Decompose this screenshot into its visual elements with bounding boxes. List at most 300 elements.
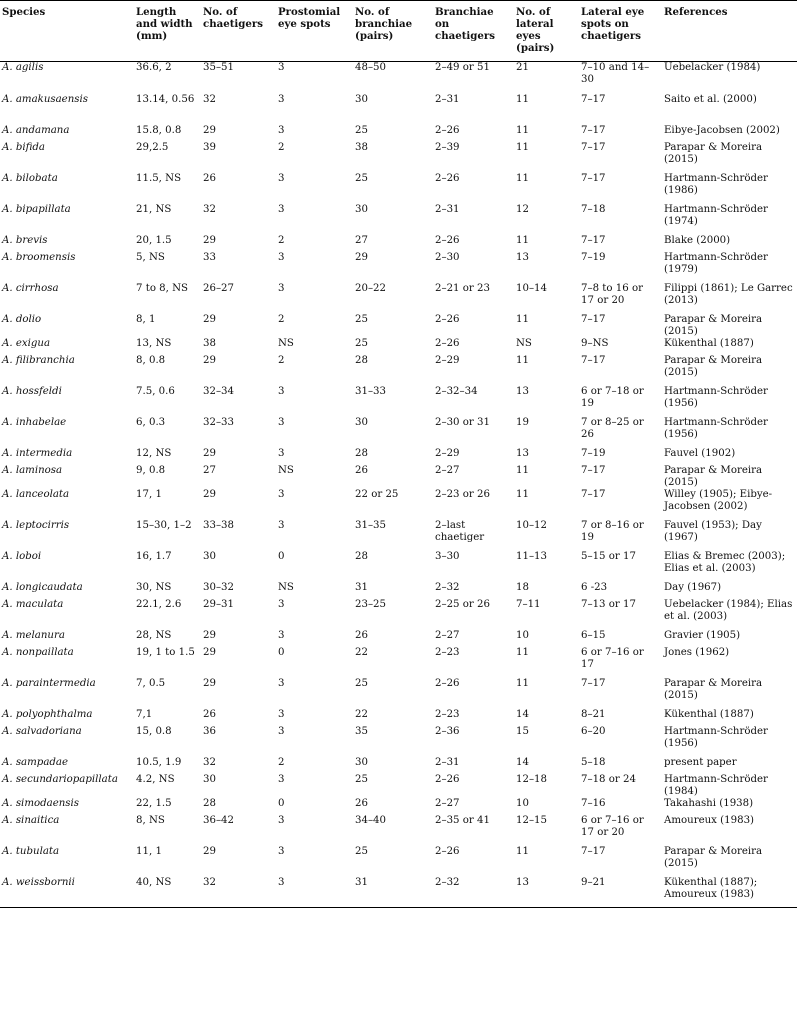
cell-species-name: A. intermedia (2, 447, 73, 459)
cell-references: Parapar & Moreira (2015) (664, 677, 763, 701)
cell-branchiae-on-chaetigers: 2–23 (435, 646, 460, 658)
cell-prostomial-eye-spots: NS (278, 581, 294, 593)
cell-references: Hartmann-Schröder (1974) (664, 203, 768, 227)
cell-references: Uebelacker (1984) (664, 62, 761, 73)
cell-lateral-eye-spots: 9–21 (581, 876, 606, 888)
header-lateral-eyes: No. of lateral eyes (pairs) (516, 6, 555, 54)
cell-branchiae-pairs: 22 (355, 646, 368, 658)
cell-branchiae-on-chaetigers: 2–26 (435, 337, 460, 349)
cell-references: Parapar & Moreira (2015) (664, 141, 763, 165)
cell-lateral-eyes: 15 (516, 725, 529, 737)
cell-lateral-eyes: 18 (516, 581, 529, 593)
cell-length-width: 13.14, 0.56 (136, 93, 195, 105)
table-row (0, 489, 797, 520)
cell-length-width: 12, NS (136, 447, 172, 459)
cell-lateral-eye-spots: 7–19 (581, 251, 606, 263)
cell-lateral-eye-spots: 7–17 (581, 354, 606, 366)
table-row (0, 142, 797, 173)
cell-species-name: A. sinaitica (2, 814, 60, 826)
cell-chaetiger-count: 27 (203, 464, 216, 476)
cell-branchiae-pairs: 26 (355, 797, 368, 809)
cell-branchiae-pairs: 48–50 (355, 62, 387, 73)
cell-lateral-eyes: 12–15 (516, 814, 548, 826)
cell-chaetiger-count: 38 (203, 337, 216, 349)
cell-species-name: A. maculata (2, 598, 64, 610)
header-length-width: Length and width (mm) (136, 6, 193, 42)
cell-lateral-eyes: 13 (516, 447, 529, 459)
cell-branchiae-on-chaetigers: 2–39 (435, 141, 460, 153)
cell-length-width: 11, 1 (136, 845, 162, 857)
cell-chaetiger-count: 30 (203, 773, 216, 785)
cell-chaetiger-count: 30–32 (203, 581, 235, 593)
cell-prostomial-eye-spots: 3 (278, 251, 285, 263)
cell-species-name: A. broomensis (2, 251, 76, 263)
cell-length-width: 7,1 (136, 708, 153, 720)
cell-lateral-eye-spots: 6–15 (581, 629, 606, 641)
cell-chaetiger-count: 29 (203, 677, 216, 689)
cell-references: Fauvel (1953); Day (1967) (664, 519, 762, 543)
cell-branchiae-on-chaetigers: 2–49 or 51 (435, 62, 490, 73)
table-row (0, 726, 797, 757)
cell-references: Hartmann-Schröder (1956) (664, 725, 768, 749)
cell-branchiae-pairs: 26 (355, 464, 368, 476)
cell-lateral-eyes: 11 (516, 845, 529, 857)
cell-lateral-eye-spots: 7–17 (581, 234, 606, 246)
cell-branchiae-on-chaetigers: 2–26 (435, 845, 460, 857)
cell-branchiae-on-chaetigers: 2–31 (435, 93, 460, 105)
cell-length-width: 13, NS (136, 337, 172, 349)
cell-prostomial-eye-spots: 3 (278, 629, 285, 641)
cell-lateral-eye-spots: 6 or 7–16 or 17 or 20 (581, 814, 644, 838)
cell-prostomial-eye-spots: 3 (278, 447, 285, 459)
cell-length-width: 15, 0.8 (136, 725, 172, 737)
cell-species-name: A. cirrhosa (2, 282, 59, 294)
cell-references: present paper (664, 756, 737, 768)
table-row (0, 355, 797, 386)
cell-length-width: 30, NS (136, 581, 172, 593)
cell-length-width: 15–30, 1–2 (136, 519, 192, 531)
cell-prostomial-eye-spots: 2 (278, 313, 285, 325)
cell-lateral-eyes: 14 (516, 708, 529, 720)
cell-length-width: 15.8, 0.8 (136, 124, 182, 136)
cell-references: Hartmann-Schröder (1956) (664, 416, 768, 440)
cell-branchiae-on-chaetigers: 2–27 (435, 629, 460, 641)
cell-prostomial-eye-spots: 3 (278, 93, 285, 105)
cell-lateral-eyes: 10–14 (516, 282, 548, 294)
cell-branchiae-on-chaetigers: 2–27 (435, 797, 460, 809)
cell-species-name: A. leptocirris (2, 519, 70, 531)
cell-lateral-eye-spots: 5–18 (581, 756, 606, 768)
table-row (0, 338, 797, 355)
cell-branchiae-pairs: 25 (355, 773, 368, 785)
cell-branchiae-on-chaetigers: 2–26 (435, 234, 460, 246)
table-row (0, 448, 797, 465)
cell-species-name: A. brevis (2, 234, 48, 246)
table-row (0, 798, 797, 815)
cell-species-name: A. loboi (2, 550, 42, 562)
cell-chaetiger-count: 32 (203, 203, 216, 215)
cell-branchiae-pairs: 31 (355, 581, 368, 593)
cell-branchiae-pairs: 31–33 (355, 385, 387, 397)
cell-species-name: A. hossfeldi (2, 385, 62, 397)
cell-length-width: 7.5, 0.6 (136, 385, 175, 397)
cell-lateral-eyes: 11 (516, 172, 529, 184)
table-row (0, 252, 797, 283)
cell-prostomial-eye-spots: 3 (278, 708, 285, 720)
cell-prostomial-eye-spots: 3 (278, 598, 285, 610)
cell-lateral-eyes: 7–11 (516, 598, 541, 610)
cell-branchiae-pairs: 20–22 (355, 282, 387, 294)
cell-prostomial-eye-spots: 2 (278, 756, 285, 768)
table-header (0, 1, 797, 62)
cell-references: Willey (1905); Eibye-Jacobsen (2002) (664, 488, 773, 512)
cell-length-width: 5, NS (136, 251, 165, 263)
cell-lateral-eye-spots: 5–15 or 17 (581, 550, 636, 562)
cell-prostomial-eye-spots: 3 (278, 172, 285, 184)
cell-length-width: 29,2.5 (136, 141, 169, 153)
table-row (0, 551, 797, 582)
cell-species-name: A. andamana (2, 124, 70, 136)
cell-lateral-eyes: 12–18 (516, 773, 548, 785)
cell-branchiae-pairs: 25 (355, 124, 368, 136)
cell-species-name: A. polyophthalma (2, 708, 93, 720)
cell-length-width: 22, 1.5 (136, 797, 172, 809)
cell-lateral-eyes: 11 (516, 124, 529, 136)
cell-references: Elias & Bremec (2003); Elias et al. (2003) (664, 550, 786, 574)
cell-prostomial-eye-spots: 3 (278, 814, 285, 826)
cell-lateral-eyes: 10 (516, 629, 529, 641)
cell-lateral-eye-spots: 7–17 (581, 124, 606, 136)
cell-branchiae-pairs: 25 (355, 313, 368, 325)
cell-prostomial-eye-spots: 3 (278, 677, 285, 689)
cell-references: Hartmann-Schröder (1979) (664, 251, 768, 275)
cell-branchiae-on-chaetigers: 2–30 (435, 251, 460, 263)
table-row (0, 283, 797, 314)
cell-branchiae-on-chaetigers: 2–21 or 23 (435, 282, 490, 294)
cell-branchiae-on-chaetigers: 2–30 or 31 (435, 416, 490, 428)
cell-prostomial-eye-spots: 3 (278, 282, 285, 294)
cell-chaetiger-count: 29 (203, 447, 216, 459)
cell-lateral-eyes: 14 (516, 756, 529, 768)
cell-chaetiger-count: 29–31 (203, 598, 235, 610)
table-row (0, 582, 797, 599)
cell-lateral-eye-spots: 7–10 and 14–30 (581, 62, 650, 85)
cell-species-name: A. inhabelae (2, 416, 67, 428)
table-row (0, 94, 797, 125)
cell-prostomial-eye-spots: 3 (278, 385, 285, 397)
cell-chaetiger-count: 29 (203, 124, 216, 136)
cell-prostomial-eye-spots: 2 (278, 354, 285, 366)
cell-lateral-eyes: 11 (516, 93, 529, 105)
cell-branchiae-pairs: 25 (355, 172, 368, 184)
cell-references: Parapar & Moreira (2015) (664, 354, 763, 378)
cell-lateral-eye-spots: 6 or 7–18 or 19 (581, 385, 644, 409)
cell-branchiae-on-chaetigers: 2–35 or 41 (435, 814, 490, 826)
cell-chaetiger-count: 28 (203, 797, 216, 809)
cell-branchiae-pairs: 30 (355, 203, 368, 215)
cell-prostomial-eye-spots: NS (278, 337, 294, 349)
cell-references: Kükenthal (1887) (664, 708, 754, 720)
cell-prostomial-eye-spots: 3 (278, 519, 285, 531)
cell-branchiae-pairs: 26 (355, 629, 368, 641)
table-body (0, 62, 797, 908)
cell-branchiae-on-chaetigers: 2–36 (435, 725, 460, 737)
cell-chaetiger-count: 32 (203, 93, 216, 105)
cell-length-width: 20, 1.5 (136, 234, 172, 246)
cell-lateral-eye-spots: 7–8 to 16 or 17 or 20 (581, 282, 643, 306)
cell-references: Parapar & Moreira (2015) (664, 313, 763, 337)
table-row (0, 599, 797, 630)
cell-lateral-eyes: 21 (516, 62, 529, 73)
cell-references: Parapar & Moreira (2015) (664, 845, 763, 869)
cell-chaetiger-count: 36–42 (203, 814, 235, 826)
cell-branchiae-pairs: 31 (355, 876, 368, 888)
cell-length-width: 40, NS (136, 876, 172, 888)
header-branchiae-pairs: No. of branchiae (pairs) (355, 6, 413, 42)
cell-length-width: 7, 0.5 (136, 677, 166, 689)
cell-references: Hartmann-Schröder (1956) (664, 385, 768, 409)
table-row (0, 709, 797, 726)
header-prostomial-eye-spots: Prostomial eye spots (278, 6, 341, 30)
cell-branchiae-on-chaetigers: 2–26 (435, 313, 460, 325)
cell-references: Gravier (1905) (664, 629, 741, 641)
cell-references: Eibye-Jacobsen (2002) (664, 124, 780, 136)
cell-prostomial-eye-spots: 0 (278, 646, 285, 658)
cell-references: Filippi (1861); Le Garrec (2013) (664, 282, 793, 306)
cell-references: Kükenthal (1887); Amoureux (1983) (664, 876, 758, 900)
cell-lateral-eyes: 13 (516, 385, 529, 397)
table-row (0, 417, 797, 448)
cell-branchiae-on-chaetigers: 2–32–34 (435, 385, 478, 397)
table-row (0, 520, 797, 551)
cell-lateral-eyes: 11 (516, 464, 529, 476)
cell-chaetiger-count: 32 (203, 876, 216, 888)
cell-lateral-eye-spots: 7–17 (581, 488, 606, 500)
cell-length-width: 8, 0.8 (136, 354, 166, 366)
cell-branchiae-on-chaetigers: 2–29 (435, 354, 460, 366)
cell-lateral-eyes: NS (516, 337, 532, 349)
cell-length-width: 28, NS (136, 629, 172, 641)
table-row (0, 846, 797, 877)
cell-branchiae-on-chaetigers: 2–31 (435, 756, 460, 768)
cell-chaetiger-count: 29 (203, 234, 216, 246)
cell-references: Fauvel (1902) (664, 447, 736, 459)
cell-prostomial-eye-spots: 3 (278, 876, 285, 888)
table-row (0, 774, 797, 798)
cell-lateral-eye-spots: 7–17 (581, 677, 606, 689)
cell-chaetiger-count: 29 (203, 629, 216, 641)
cell-species-name: A. bifida (2, 141, 46, 153)
cell-branchiae-on-chaetigers: 2–26 (435, 677, 460, 689)
cell-branchiae-pairs: 35 (355, 725, 368, 737)
table-row (0, 235, 797, 252)
cell-chaetiger-count: 29 (203, 646, 216, 658)
cell-lateral-eyes: 11 (516, 677, 529, 689)
cell-prostomial-eye-spots: 3 (278, 725, 285, 737)
cell-references: Hartmann-Schröder (1986) (664, 172, 768, 196)
cell-length-width: 4.2, NS (136, 773, 175, 785)
cell-branchiae-on-chaetigers: 2–32 (435, 581, 460, 593)
cell-branchiae-pairs: 23–25 (355, 598, 387, 610)
cell-length-width: 7 to 8, NS (136, 282, 189, 294)
cell-branchiae-pairs: 22 or 25 (355, 488, 399, 500)
cell-lateral-eye-spots: 7–17 (581, 464, 606, 476)
cell-references: Takahashi (1938) (664, 797, 754, 809)
cell-chaetiger-count: 26–27 (203, 282, 235, 294)
cell-species-name: A. tubulata (2, 845, 60, 857)
cell-lateral-eyes: 11–13 (516, 550, 548, 562)
cell-species-name: A. nonpaillata (2, 646, 74, 658)
cell-branchiae-pairs: 25 (355, 845, 368, 857)
cell-lateral-eye-spots: 7–19 (581, 447, 606, 459)
table-row (0, 815, 797, 846)
cell-lateral-eyes: 11 (516, 313, 529, 325)
cell-length-width: 11.5, NS (136, 172, 182, 184)
cell-branchiae-on-chaetigers: 2–31 (435, 203, 460, 215)
cell-species-name: A. agilis (2, 62, 44, 73)
cell-references: Uebelacker (1984); Elias et al. (2003) (664, 598, 793, 622)
cell-branchiae-pairs: 30 (355, 756, 368, 768)
cell-branchiae-on-chaetigers: 3–30 (435, 550, 460, 562)
cell-species-name: A. laminosa (2, 464, 63, 476)
cell-lateral-eye-spots: 6–20 (581, 725, 606, 737)
cell-branchiae-on-chaetigers: 2–26 (435, 124, 460, 136)
cell-chaetiger-count: 36 (203, 725, 216, 737)
cell-species-name: A. weissbornii (2, 876, 75, 888)
cell-references: Day (1967) (664, 581, 722, 593)
table-row (0, 647, 797, 678)
cell-species-name: A. simodaensis (2, 797, 80, 809)
cell-branchiae-on-chaetigers: 2–29 (435, 447, 460, 459)
cell-branchiae-on-chaetigers: 2–23 (435, 708, 460, 720)
cell-branchiae-on-chaetigers: 2–26 (435, 773, 460, 785)
cell-length-width: 6, 0.3 (136, 416, 166, 428)
cell-lateral-eyes: 12 (516, 203, 529, 215)
table-row (0, 630, 797, 647)
cell-lateral-eye-spots: 6 -23 (581, 581, 608, 593)
cell-prostomial-eye-spots: 2 (278, 141, 285, 153)
cell-length-width: 10.5, 1.9 (136, 756, 182, 768)
cell-prostomial-eye-spots: 3 (278, 62, 285, 73)
cell-lateral-eye-spots: 7–18 or 24 (581, 773, 636, 785)
cell-lateral-eye-spots: 7 or 8–16 or 19 (581, 519, 644, 543)
cell-lateral-eye-spots: 9–NS (581, 337, 609, 349)
cell-lateral-eye-spots: 7–17 (581, 172, 606, 184)
cell-branchiae-pairs: 34–40 (355, 814, 387, 826)
cell-references: Saito et al. (2000) (664, 93, 757, 105)
cell-length-width: 8, 1 (136, 313, 156, 325)
cell-chaetiger-count: 30 (203, 550, 216, 562)
cell-prostomial-eye-spots: 3 (278, 773, 285, 785)
cell-references: Kükenthal (1887) (664, 337, 754, 349)
cell-lateral-eyes: 13 (516, 251, 529, 263)
cell-species-name: A. secundariopapillata (2, 773, 118, 785)
cell-prostomial-eye-spots: 2 (278, 234, 285, 246)
table-row (0, 204, 797, 235)
cell-chaetiger-count: 33–38 (203, 519, 235, 531)
cell-prostomial-eye-spots: 0 (278, 797, 285, 809)
cell-lateral-eye-spots: 7–17 (581, 313, 606, 325)
cell-branchiae-pairs: 28 (355, 354, 368, 366)
table-row (0, 877, 797, 908)
cell-branchiae-on-chaetigers: 2–32 (435, 876, 460, 888)
cell-species-name: A. amakusaensis (2, 93, 88, 105)
cell-prostomial-eye-spots: 3 (278, 124, 285, 136)
cell-lateral-eyes: 11 (516, 488, 529, 500)
cell-references: Hartmann-Schröder (1984) (664, 773, 768, 797)
cell-length-width: 19, 1 to 1.5 (136, 646, 195, 658)
cell-prostomial-eye-spots: 3 (278, 203, 285, 215)
table-row (0, 757, 797, 774)
header-lateral-eye-spots: Lateral eye spots on chaetigers (581, 6, 645, 42)
cell-lateral-eyes: 11 (516, 646, 529, 658)
cell-branchiae-on-chaetigers: 2–27 (435, 464, 460, 476)
cell-species-name: A. bilobata (2, 172, 58, 184)
cell-references: Blake (2000) (664, 234, 731, 246)
cell-lateral-eye-spots: 7–17 (581, 141, 606, 153)
cell-chaetiger-count: 32–34 (203, 385, 235, 397)
cell-branchiae-pairs: 29 (355, 251, 368, 263)
cell-branchiae-on-chaetigers: 2–last chaetiger (435, 519, 485, 543)
cell-branchiae-pairs: 28 (355, 447, 368, 459)
cell-references: Amoureux (1983) (664, 814, 755, 826)
cell-lateral-eyes: 19 (516, 416, 529, 428)
table-row (0, 62, 797, 94)
cell-species-name: A. exigua (2, 337, 51, 349)
cell-lateral-eyes: 10–12 (516, 519, 548, 531)
cell-chaetiger-count: 29 (203, 488, 216, 500)
cell-branchiae-pairs: 30 (355, 416, 368, 428)
cell-chaetiger-count: 39 (203, 141, 216, 153)
cell-length-width: 22.1, 2.6 (136, 598, 182, 610)
cell-references: Parapar & Moreira (2015) (664, 464, 763, 488)
cell-species-name: A. salvadoriana (2, 725, 82, 737)
cell-lateral-eye-spots: 7–17 (581, 845, 606, 857)
cell-branchiae-pairs: 31–35 (355, 519, 387, 531)
cell-lateral-eye-spots: 7 or 8–25 or 26 (581, 416, 644, 440)
cell-lateral-eye-spots: 7–16 (581, 797, 606, 809)
cell-branchiae-pairs: 30 (355, 93, 368, 105)
cell-lateral-eye-spots: 7–13 or 17 (581, 598, 636, 610)
cell-length-width: 9, 0.8 (136, 464, 166, 476)
table-row (0, 173, 797, 204)
cell-lateral-eye-spots: 6 or 7–16 or 17 (581, 646, 644, 670)
table-row (0, 465, 797, 489)
header-references: References (664, 6, 728, 18)
cell-lateral-eye-spots: 8–21 (581, 708, 606, 720)
cell-length-width: 36.6, 2 (136, 62, 172, 73)
cell-chaetiger-count: 33 (203, 251, 216, 263)
cell-lateral-eyes: 10 (516, 797, 529, 809)
cell-species-name: A. bipapillata (2, 203, 71, 215)
cell-branchiae-pairs: 27 (355, 234, 368, 246)
cell-chaetiger-count: 29 (203, 354, 216, 366)
table-row (0, 314, 797, 338)
cell-length-width: 8, NS (136, 814, 165, 826)
cell-species-name: A. dolio (2, 313, 42, 325)
cell-species-name: A. longicaudata (2, 581, 83, 593)
table-row (0, 386, 797, 417)
cell-length-width: 21, NS (136, 203, 172, 215)
cell-lateral-eyes: 11 (516, 354, 529, 366)
cell-branchiae-pairs: 25 (355, 337, 368, 349)
header-species: Species (2, 6, 46, 18)
cell-branchiae-on-chaetigers: 2–25 or 26 (435, 598, 490, 610)
cell-lateral-eyes: 11 (516, 141, 529, 153)
cell-chaetiger-count: 26 (203, 172, 216, 184)
cell-prostomial-eye-spots: 3 (278, 488, 285, 500)
cell-chaetiger-count: 32–33 (203, 416, 235, 428)
